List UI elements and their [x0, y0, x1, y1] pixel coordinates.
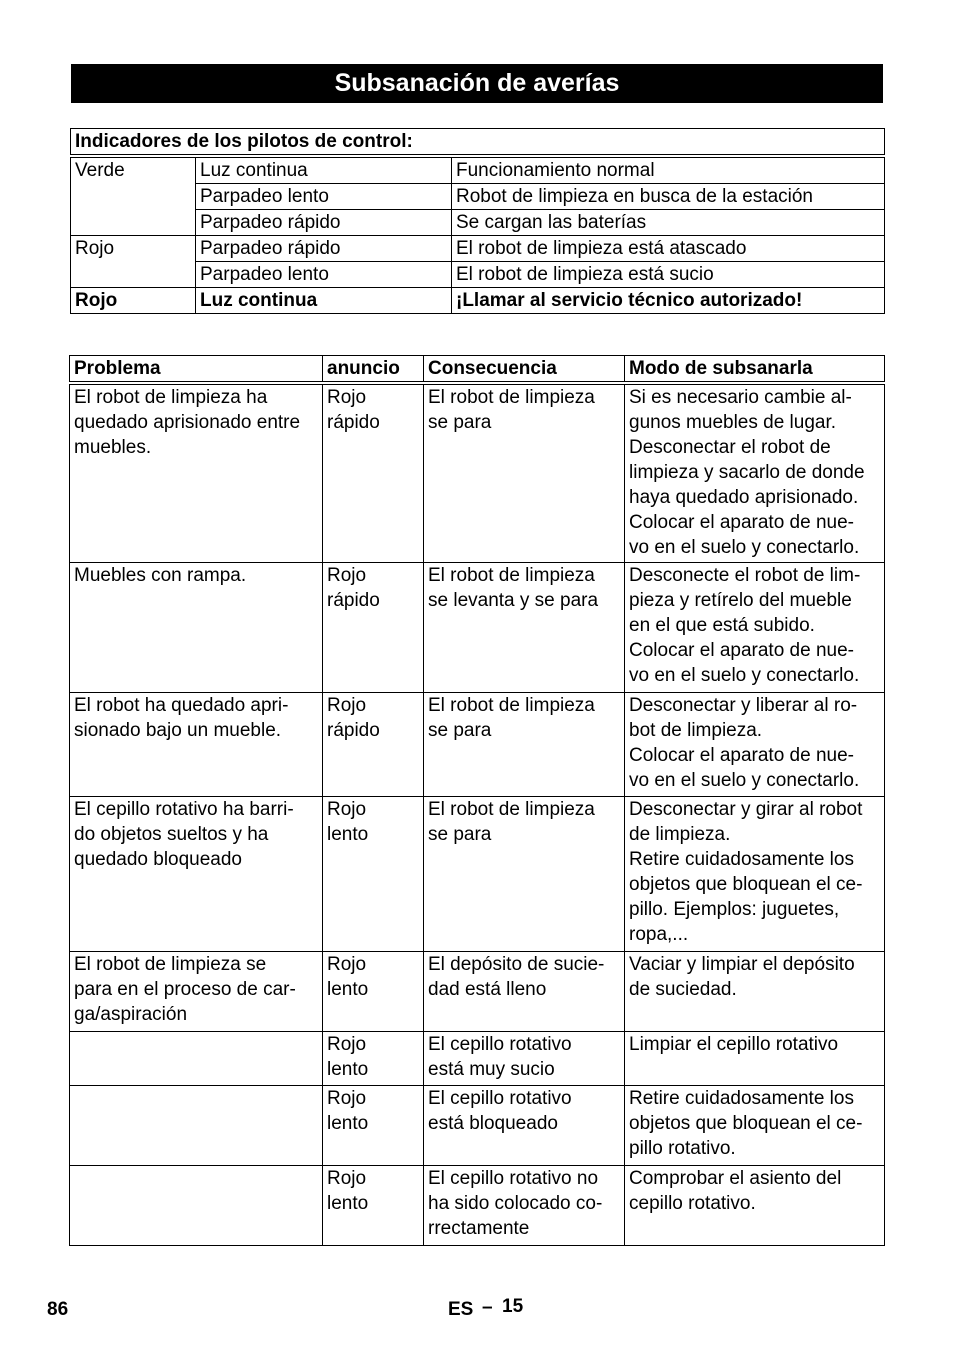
remedy-cell: Desconectar y girar al robot de limpieza. Retire cuidadosamente los objetos que bloquean el ce- pillo. Ejemplos: juguetes, ropa,... [625, 796, 885, 951]
problem-cell [70, 1165, 323, 1245]
language-code: ES [448, 1299, 474, 1320]
page-title: Subsanación de averías [71, 64, 883, 103]
indicator-color: Verde [71, 156, 196, 236]
indicator-table [70, 128, 885, 314]
indicator-mode: Parpadeo rápido [196, 236, 452, 262]
problem-cell [70, 1031, 323, 1085]
consequence-cell: El robot de limpieza se levanta y se para [424, 562, 625, 692]
problem-cell [70, 1085, 323, 1165]
consequence-cell: El robot de limpieza se para [424, 796, 625, 951]
table-row [70, 1085, 885, 1165]
table-row [70, 1031, 885, 1085]
indicator-meaning: Se cargan las baterías [452, 210, 885, 236]
problem-cell: El robot ha quedado apri- sionado bajo un mueble. [70, 692, 323, 796]
signal-cell: Rojo rápido [323, 562, 424, 692]
table-row [70, 1165, 885, 1245]
consequence-cell: El robot de limpieza se para [424, 692, 625, 796]
indicator-meaning: Funcionamiento normal [452, 156, 885, 184]
table-row [70, 796, 885, 951]
signal-cell: Rojo lento [323, 796, 424, 951]
indicator-mode: Parpadeo rápido [196, 210, 452, 236]
signal-cell: Rojo lento [323, 1031, 424, 1085]
indicator-mode: Parpadeo lento [196, 184, 452, 210]
remedy-cell: Si es necesario cambie al- gunos muebles de lugar. Desconectar el robot de limpieza y sacarlo de donde haya quedado aprisionado. Colocar el aparato de nue- vo en el suelo y conectarlo. [625, 383, 885, 562]
remedy-cell: Limpiar el cepillo rotativo [625, 1031, 885, 1085]
table-row [70, 562, 885, 692]
remedy-cell: Comprobar el asiento del cepillo rotativo. [625, 1165, 885, 1245]
indicator-meaning: ¡Llamar al servicio técnico autorizado! [452, 288, 885, 314]
problem-cell: El robot de limpieza ha quedado aprisionado entre muebles. [70, 383, 323, 562]
indicator-mode: Luz continua [196, 156, 452, 184]
signal-cell: Rojo lento [323, 1085, 424, 1165]
indicator-color: Rojo [71, 288, 196, 314]
header-row [70, 356, 885, 384]
section-page-number: 15 [502, 1296, 524, 1317]
problem-cell: El cepillo rotativo ha barri- do objetos sueltos y ha quedado bloqueado [70, 796, 323, 951]
remedy-cell: Desconectar y liberar al ro- bot de limpieza. Colocar el aparato de nue- vo en el suelo y conectarlo. [625, 692, 885, 796]
consequence-cell: El cepillo rotativo está muy sucio [424, 1031, 625, 1085]
column-header: Modo de subsanarla [625, 356, 885, 384]
indicator-meaning: El robot de limpieza está atascado [452, 236, 885, 262]
indicator-meaning: Robot de limpieza en busca de la estación [452, 184, 885, 210]
signal-cell: Rojo lento [323, 951, 424, 1031]
consequence-cell: El robot de limpieza se para [424, 383, 625, 562]
table-row [71, 236, 885, 262]
indicator-color: Rojo [71, 236, 196, 288]
signal-cell: Rojo lento [323, 1165, 424, 1245]
signal-cell: Rojo rápido [323, 383, 424, 562]
table-row [71, 288, 885, 314]
table-row [70, 951, 885, 1031]
page-number: 86 [47, 1299, 69, 1320]
troubleshooting-table [69, 355, 885, 1246]
indicator-mode: Parpadeo lento [196, 262, 452, 288]
table-row [70, 383, 885, 562]
table-row [70, 692, 885, 796]
indicator-mode: Luz continua [196, 288, 452, 314]
remedy-cell: Desconecte el robot de lim- pieza y retírelo del mueble en el que está subido. Colocar el aparato de nue- vo en el suelo y conectarlo. [625, 562, 885, 692]
consequence-cell: El cepillo rotativo está bloqueado [424, 1085, 625, 1165]
column-header: Problema [70, 356, 323, 384]
table-row [71, 156, 885, 184]
problem-cell: El robot de limpieza se para en el proceso de car- ga/aspiración [70, 951, 323, 1031]
footer-dash: – [482, 1297, 493, 1318]
column-header: Consecuencia [424, 356, 625, 384]
remedy-cell: Vaciar y limpiar el depósito de suciedad. [625, 951, 885, 1031]
problem-cell: Muebles con rampa. [70, 562, 323, 692]
indicator-meaning: El robot de limpieza está sucio [452, 262, 885, 288]
indicator-header: Indicadores de los pilotos de control: [71, 129, 885, 157]
consequence-cell: El depósito de sucie- dad está lleno [424, 951, 625, 1031]
column-header: anuncio [323, 356, 424, 384]
signal-cell: Rojo rápido [323, 692, 424, 796]
remedy-cell: Retire cuidadosamente los objetos que bloquean el ce- pillo rotativo. [625, 1085, 885, 1165]
consequence-cell: El cepillo rotativo no ha sido colocado co- rrectamente [424, 1165, 625, 1245]
